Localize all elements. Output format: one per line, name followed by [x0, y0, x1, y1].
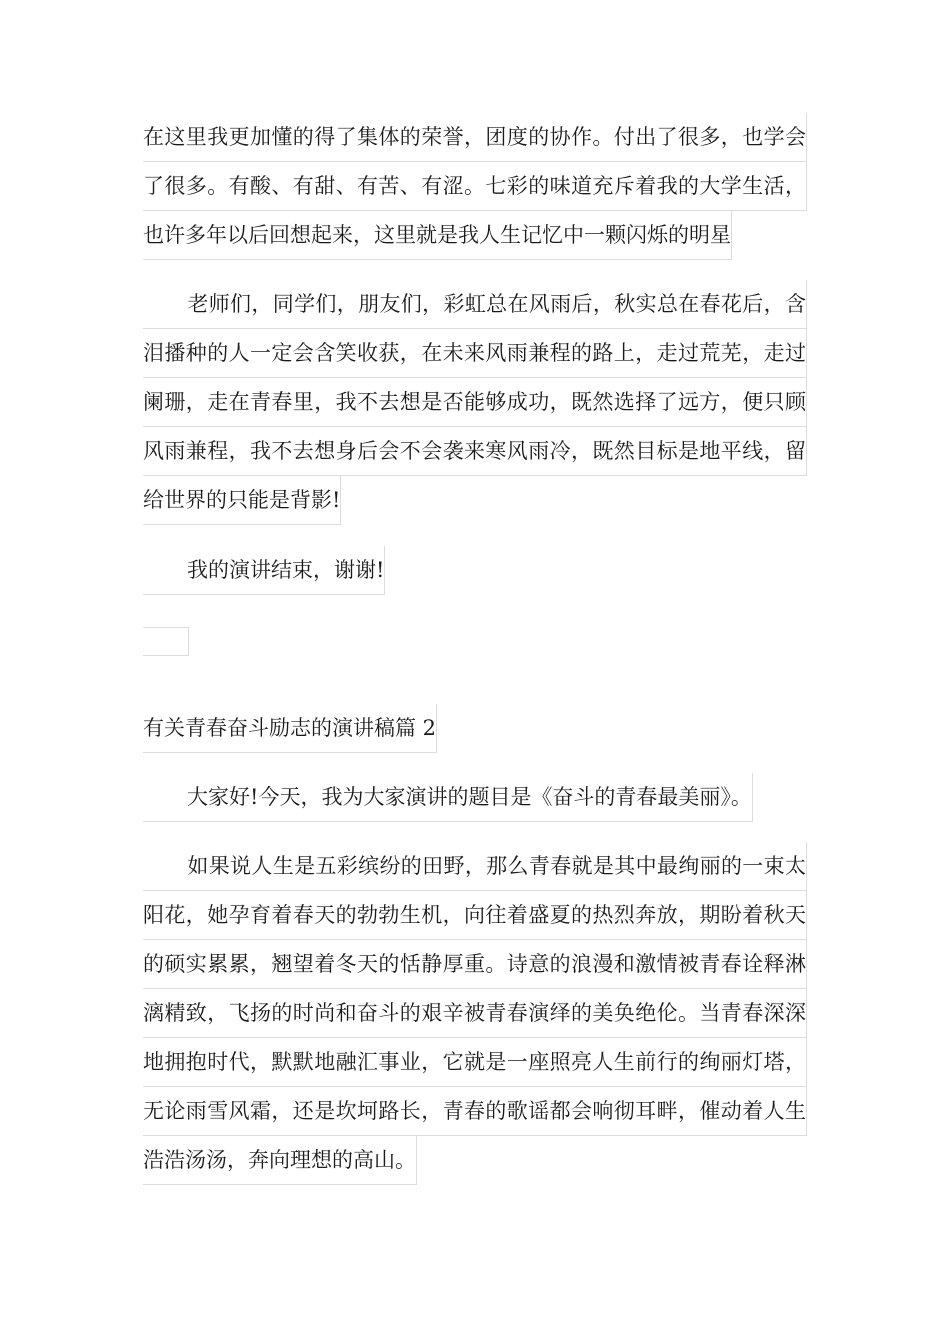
text-line: 风雨兼程，我不去想身后会不会袭来寒风雨冷，既然目标是地平线，留 [143, 427, 807, 476]
text-line: 也许多年以后回想起来，这里就是我人生记忆中一颗闪烁的明星 [143, 211, 732, 260]
text-line: 我的演讲结束，谢谢! [143, 546, 385, 595]
text-line: 老师们，同学们，朋友们，彩虹总在风雨后，秋实总在春花后，含 [143, 280, 807, 329]
text-line: 了很多。有酸、有甜、有苦、有涩。七彩的味道充斥着我的大学生活， [143, 162, 807, 211]
section-heading: 有关青春奋斗励志的演讲稿篇 2 [143, 704, 437, 753]
text-line: 阳花，她孕育着春天的勃勃生机，向往着盛夏的热烈奔放，期盼着秋天 [143, 891, 807, 940]
text-line: 泪播种的人一定会含笑收获，在未来风雨兼程的路上，走过荒芜，走过 [143, 329, 807, 378]
text-line: 阑珊，走在青春里，我不去想是否能够成功，既然选择了远方，便只顾 [143, 378, 807, 427]
text-line: 浩浩汤汤，奔向理想的高山。 [143, 1136, 417, 1185]
empty-line [143, 627, 189, 656]
text-line: 的硕实累累，翘望着冬天的恬静厚重。诗意的浪漫和激情被青春诠释淋 [143, 940, 807, 989]
text-line: 地拥抱时代，默默地融汇事业，它就是一座照亮人生前行的绚丽灯塔， [143, 1038, 807, 1087]
text-line: 无论雨雪风霜，还是坎坷路长，青春的歌谣都会响彻耳畔，催动着人生 [143, 1087, 807, 1136]
text-line: 给世界的只能是背影! [143, 476, 341, 525]
text-line: 漓精致，飞扬的时尚和奋斗的艰辛被青春演绎的美奂绝伦。当青春深深 [143, 989, 807, 1038]
text-line: 如果说人生是五彩缤纷的田野，那么青春就是其中最绚丽的一束太 [143, 842, 807, 891]
text-line: 在这里我更加懂的得了集体的荣誉，团度的协作。付出了很多，也学会 [143, 113, 807, 162]
text-line: 大家好!今天，我为大家演讲的题目是《奋斗的青春最美丽》。 [143, 773, 753, 822]
